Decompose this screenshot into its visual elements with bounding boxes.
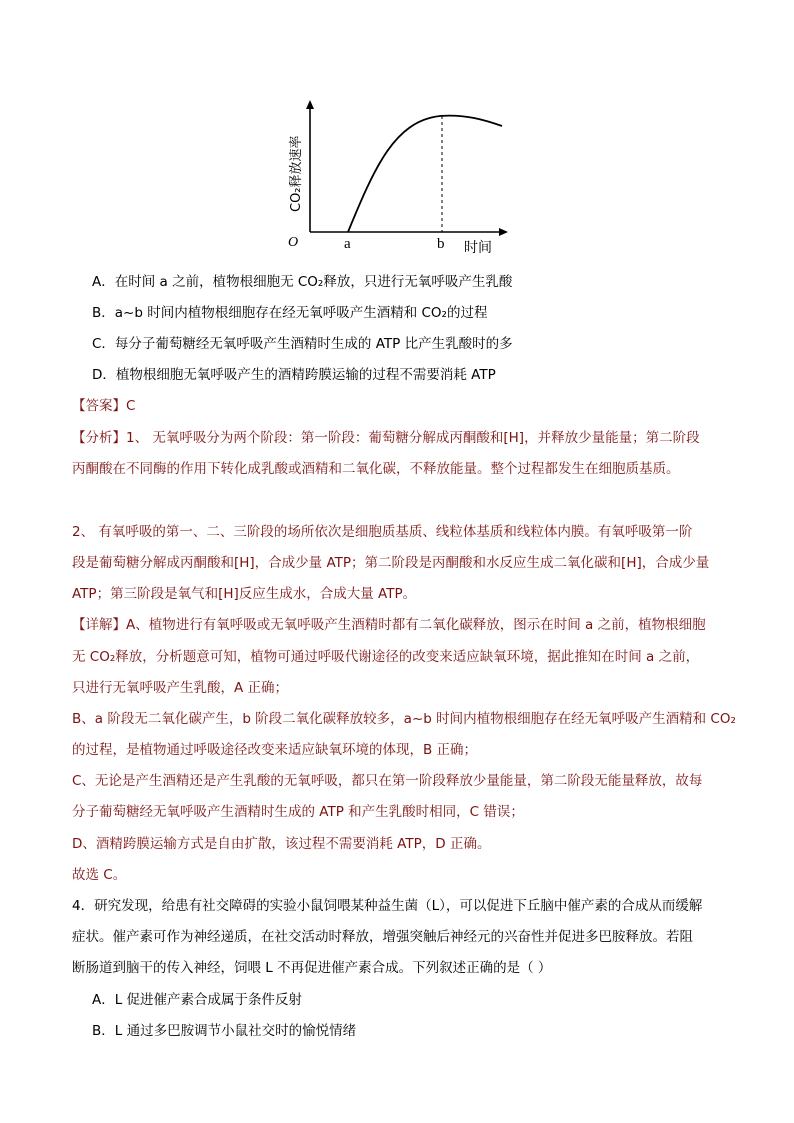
question-line: 断肠道到脑干的传入神经，饲喂 L 不再促进催产素合成。下列叙述正确的是（ ） [72, 960, 552, 976]
analysis-line: 段是葡萄糖分解成丙酮酸和[H]，合成少量 ATP；第二阶段是丙酮酸和水反应生成二氧化碳和[H]，合成少量 [72, 555, 710, 571]
question-line: 症状。催产素可作为神经递质，在社交活动时释放，增强突触后神经元的兴奋性并促进多巴胺释放。若阻 [72, 929, 693, 945]
y-axis-arrow [306, 100, 314, 109]
question-line: 4．研究发现，给患有社交障碍的实验小鼠饲喂某种益生菌（L），可以促进下丘脑中催产素的合成从而缓解 [72, 898, 703, 914]
detail-line: 无 CO₂释放，分析题意可知，植物可通过呼吸代谢途径的改变来适应缺氧环境，据此推知在时间 a 之前， [72, 649, 700, 665]
option-d: D．植物根细胞无氧呼吸产生的酒精跨膜运输的过程不需要消耗 ATP [92, 367, 496, 383]
analysis-line: ATP；第三阶段是氧气和[H]反应生成水，合成大量 ATP。 [72, 586, 417, 602]
analysis-line: 【分析】1、 无氧呼吸分为两个阶段：第一阶段：葡萄糖分解成丙酮酸和[H]，并释放少量能量；第二阶段 [72, 430, 700, 446]
detail-line: 故选 C。 [72, 867, 127, 883]
tick-b-label: b [437, 236, 445, 252]
x-axis-arrow [499, 228, 508, 236]
detail-line: 分子葡萄糖经无氧呼吸产生酒精时生成的 ATP 和产生乳酸时相同，C 错误； [72, 804, 524, 820]
detail-line: D、酒精跨膜运输方式是自由扩散，该过程不需要消耗 ATP，D 正确。 [72, 836, 491, 852]
y-axis-label: CO₂释放速率 [289, 135, 304, 212]
co2-release-graph [280, 96, 510, 266]
analysis-line: 丙酮酸在不同酶的作用下转化成乳酸或酒精和二氧化碳，不释放能量。整个过程都发生在细胞质基质。 [72, 461, 680, 477]
option-b: B．a~b 时间内植物根细胞存在经无氧呼吸产生酒精和 CO₂的过程 [92, 305, 488, 321]
answer-line: 【答案】C [72, 398, 136, 414]
detail-line: 只进行无氧呼吸产生乳酸，A 正确； [72, 680, 289, 696]
detail-line: C、无论是产生酒精还是产生乳酸的无氧呼吸，都只在第一阶段释放少量能量，第二阶段无能量释放，故每 [72, 773, 703, 789]
tick-a-label: a [344, 236, 351, 252]
question-option-a: A．L 促进催产素合成属于条件反射 [92, 992, 303, 1008]
graph-svg [280, 96, 510, 266]
analysis-line: 2、 有氧呼吸的第一、二、三阶段的场所依次是细胞质基质、线粒体基质和线粒体内膜。有氧呼吸第一阶 [72, 524, 693, 540]
origin-label: O [288, 235, 299, 250]
rate-curve [348, 116, 502, 232]
option-a: A．在时间 a 之前，植物根细胞无 CO₂释放，只进行无氧呼吸产生乳酸 [92, 274, 513, 290]
detail-line: 的过程，是植物通过呼吸途径改变来适应缺氧环境的体现，B 正确； [72, 742, 478, 758]
question-option-b: B．L 通过多巴胺调节小鼠社交时的愉悦情绪 [92, 1023, 357, 1039]
detail-line: 【详解】A、植物进行有氧呼吸或无氧呼吸产生酒精时都有二氧化碳释放，图示在时间 a 之前，植物根细胞 [72, 617, 706, 633]
detail-line: B、a 阶段无二氧化碳产生，b 阶段二氧化碳释放较多，a~b 时间内植物根细胞存在经无氧呼吸产生酒精和 CO₂ [72, 711, 736, 727]
x-axis-label: 时间 [464, 240, 492, 256]
option-c: C．每分子葡萄糖经无氧呼吸产生酒精时生成的 ATP 比产生乳酸时的多 [92, 336, 513, 352]
